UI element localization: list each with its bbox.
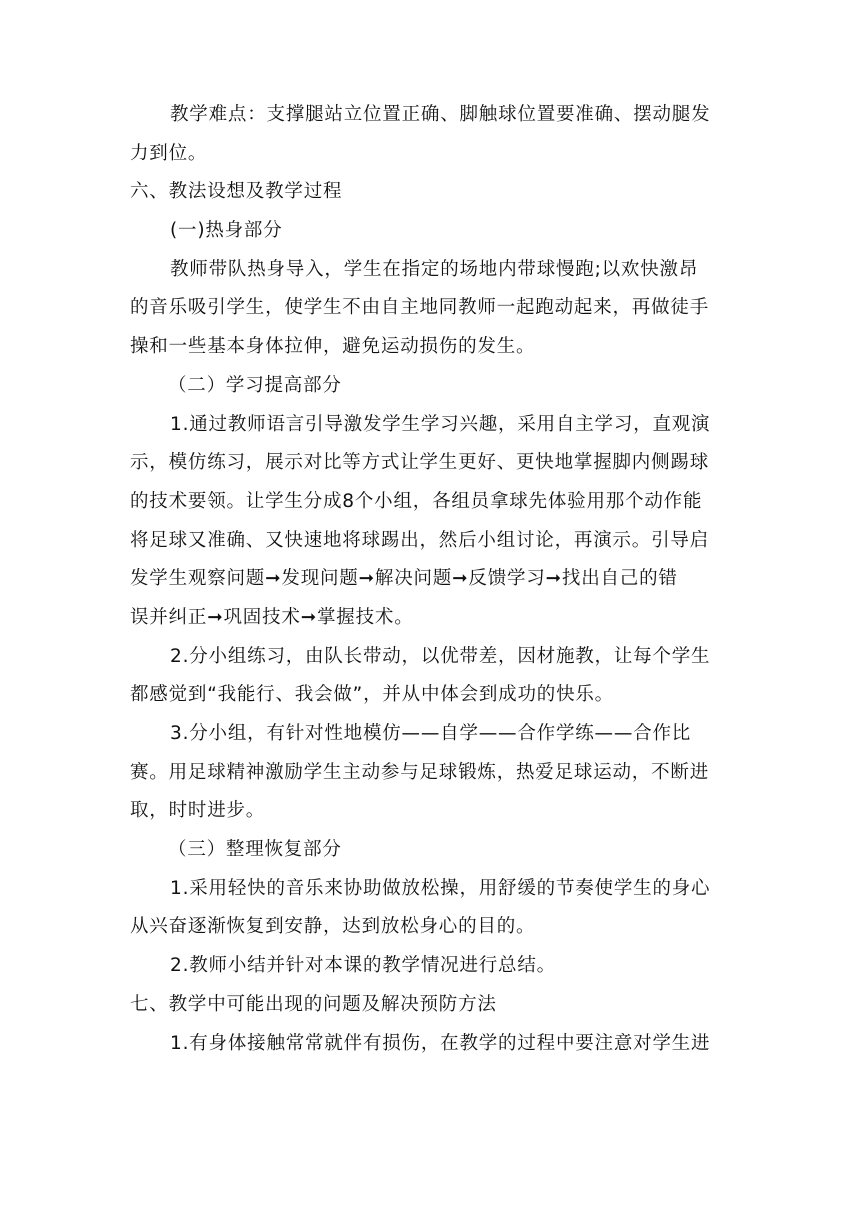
text-line: （三）整理恢复部分 (168, 839, 342, 861)
text-line: （二）学习提高部分 (168, 374, 342, 396)
text-line: 力到位。 (130, 142, 208, 164)
text-line: 误并纠正➞巩固技术➞掌握技术。 (130, 606, 414, 628)
text-line: 将足球又准确、又快速地将球踢出，然后小组讨论，再演示。引导启 (130, 529, 710, 551)
text-line: 教学难点：支撑腿站立位置正确、脚触球位置要准确、摆动腿发 (170, 104, 711, 125)
document-body (130, 96, 728, 1063)
text-line: 1.通过教师语言引导激发学生学习兴趣，采用自主学习，直观演 (170, 413, 711, 435)
text-line: 3.分小组，有针对性地模仿——自学——合作学练——合作比 (170, 723, 692, 744)
text-line: 教师带队热身导入，学生在指定的场地内带球慢跑;以欢快激昂 (170, 258, 699, 280)
text-line: (一)热身部分 (170, 220, 283, 242)
text-line: 示，模仿练习，展示对比等方式让学生更好、更快地掌握脚内侧踢球 (130, 452, 710, 474)
text-line: 的音乐吸引学生，使学生不由自主地同教师一起跑动起来，再做徒手 (130, 297, 710, 319)
text-line: 赛。用足球精神激励学生主动参与足球锻炼，热爱足球运动，不断进 (130, 761, 710, 783)
text-line: 1.采用轻快的音乐来协助做放松操，用舒缓的节奏使学生的身心 (170, 877, 711, 899)
text-line: 取，时时进步。 (130, 800, 266, 822)
text-line: 的技术要领。让学生分成8个小组，各组员拿球先体验用那个动作能 (130, 490, 703, 512)
section-heading: 六、教法设想及教学过程 (130, 181, 343, 203)
text-line: 1.有身体接触常常就伴有损伤，在教学的过程中要注意对学生进 (170, 1032, 711, 1054)
text-line: 发学生观察问题➞发现问题➞解决问题➞反馈学习➞找出自己的错 (130, 568, 678, 590)
text-line: 2.教师小结并针对本课的教学情况进行总结。 (170, 955, 556, 977)
text-line: 操和一些基本身体拉伸，避免运动损伤的发生。 (130, 336, 536, 358)
section-heading: 七、教学中可能出现的问题及解决预防方法 (130, 993, 497, 1015)
text-line: 从兴奋逐渐恢复到安静，达到放松身心的目的。 (130, 916, 536, 938)
text-line: 2.分小组练习，由队长带动，以优带差，因材施教，让每个学生 (170, 645, 711, 667)
text-line: 都感觉到“我能行、我会做”，并从中体会到成功的快乐。 (130, 684, 614, 706)
